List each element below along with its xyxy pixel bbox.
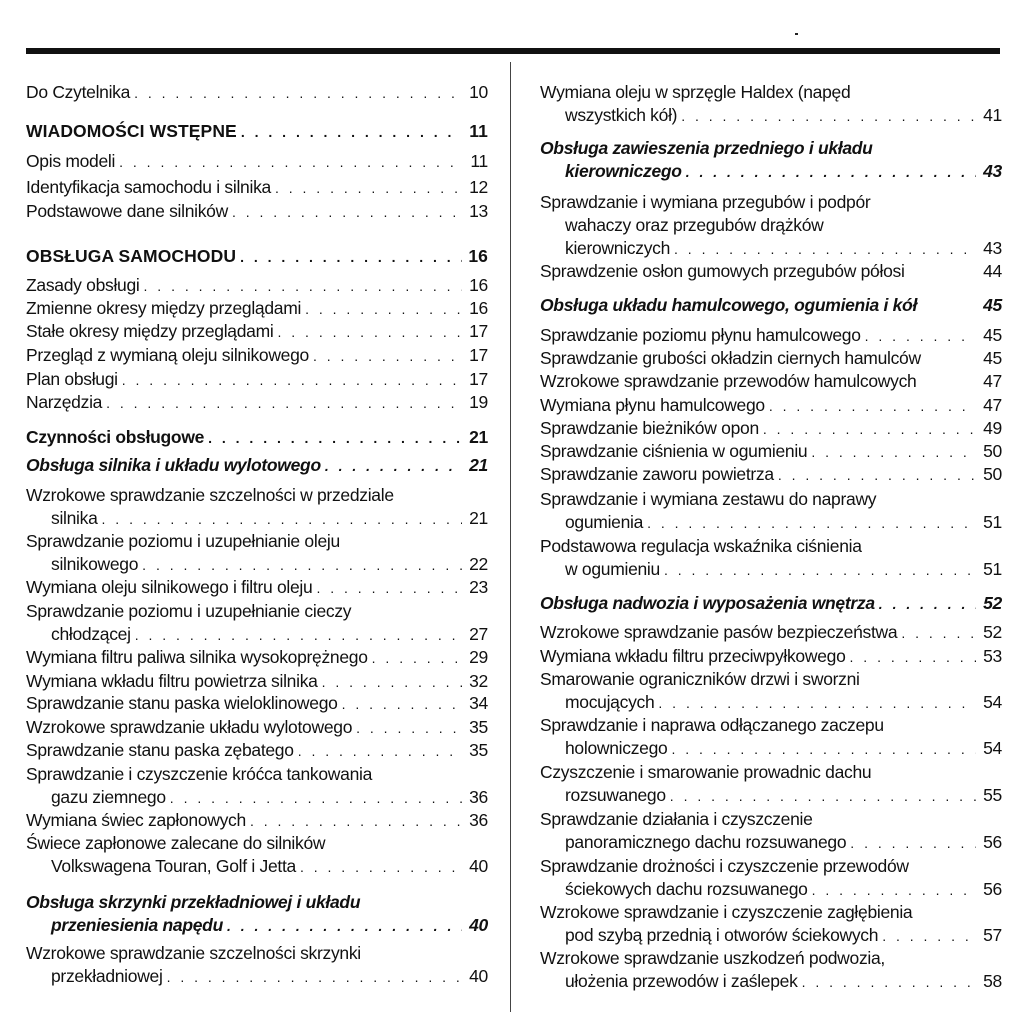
toc-entry [26,120,488,144]
toc-page-number: 54 [983,738,1002,758]
toc-entry [540,621,1002,645]
dot-leader [769,395,976,418]
toc-entry-title-line: Obsługa zawieszenia przedniego i układu [540,138,873,158]
toc-entry-title-line: Sprawdzanie stanu paska zębatego [26,740,294,760]
toc-page-number: 56 [983,832,1002,852]
toc-entry-title-line: Narzędzia [26,392,103,412]
toc-entry [26,426,488,450]
toc-entry [26,484,488,531]
toc-entry [26,344,488,368]
dot-leader [879,593,976,616]
toc-page-number: 50 [983,464,1002,484]
toc-entry [26,891,488,938]
toc-page-number: 52 [983,593,1002,613]
toc-entry [26,391,488,415]
toc-page-number: 40 [469,856,488,876]
toc-entry [540,370,1002,393]
dot-leader [778,464,976,487]
toc-entry [26,739,488,763]
toc-entry [540,324,1002,348]
toc-page-number: 32 [469,671,488,691]
toc-entry-title-line: Sprawdzanie ciśnienia w ogumieniu [540,441,808,461]
toc-entry [26,368,488,392]
dot-leader [671,738,976,761]
toc-entry [540,808,1002,855]
toc-entry [26,454,488,478]
toc-entry [540,137,1002,184]
header-rule [26,48,1000,54]
toc-entry-title-line: ogumienia [565,512,644,532]
toc-entry [540,855,1002,902]
dot-leader [135,624,462,647]
toc-page-number: 35 [469,740,488,760]
toc-entry-title-line: Plan obsługi [26,369,118,389]
dot-leader [372,647,462,670]
toc-page-number: 21 [469,427,488,447]
toc-entry-title-line: Opis modeli [26,151,116,171]
toc-entry [26,297,488,321]
dot-leader [356,717,462,740]
toc-page-number: 27 [469,624,488,644]
dot-leader [227,915,462,938]
toc-entry-title-line: kierowniczych [565,238,671,258]
dot-leader [298,740,462,763]
toc-entry [26,809,488,833]
toc-entry [540,417,1002,441]
toc-page-number: 49 [983,418,1002,438]
toc-entry [26,942,488,989]
toc-page-number: 51 [983,512,1002,532]
scan-speck [795,33,798,35]
toc-entry-title-line: Sprawdzanie i wymiana przegubów i podpór [540,192,871,212]
toc-entry-title-line: Podstawowa regulacja wskaźnika ciśnienia [540,536,862,556]
toc-entry [540,294,1002,317]
toc-entry-title-line: silnikowego [51,554,139,574]
toc-entry-title-line: panoramicznego dachu rozsuwanego [565,832,847,852]
toc-page-number: 43 [983,161,1002,181]
toc-entry-title-line: Volkswagena Touran, Golf i Jetta [51,856,296,876]
toc-entry-title-line: przeniesienia napędu [51,915,223,935]
toc-entry-title-line: Sprawdzenie osłon gumowych przegubów półosi [540,261,905,281]
toc-entry [26,763,488,810]
toc-entry [540,81,1002,128]
toc-entry-title-line: Sprawdzanie działania i czyszczenie [540,809,813,829]
toc-entry-title-line: Sprawdzanie drożności i czyszczenie przewodów [540,856,909,876]
dot-leader [250,810,462,833]
dot-leader [325,455,462,478]
toc-entry-title-line: Wzrokowe sprawdzanie szczelności skrzynki [26,943,361,963]
toc-entry-title-line: Wymiana świec zapłonowych [26,810,246,830]
toc-entry-title-line: Wymiana oleju silnikowego i filtru oleju [26,577,313,597]
toc-page-number: 45 [983,295,1002,315]
dot-leader [134,82,462,105]
dot-leader [901,622,976,645]
dot-leader [167,966,462,989]
toc-page-number: 34 [469,693,488,713]
toc-entry [540,947,1002,994]
dot-leader [122,369,462,392]
dot-leader [144,275,462,298]
toc-entry-title-line: Do Czytelnika [26,82,131,102]
toc-entry [540,191,1002,261]
dot-leader [277,321,462,344]
toc-page-number: 51 [983,559,1002,579]
toc-page-number: 16 [468,246,488,266]
dot-leader [802,971,976,994]
toc-page-number: 56 [983,879,1002,899]
toc-entry-title-line: Smarowanie ograniczników drzwi i sworzni [540,669,860,689]
toc-entry [26,150,488,174]
dot-leader [142,554,462,577]
dot-leader [647,512,976,535]
toc-entry [540,440,1002,464]
dot-leader [106,392,462,415]
toc-page-number: 55 [983,785,1002,805]
toc-entry [540,463,1002,487]
toc-entry [26,176,488,200]
toc-entry-title-line: Podstawowe dane silników [26,201,228,221]
dot-leader [812,879,976,902]
toc-entry-title-line: Sprawdzanie poziomu i uzupełnianie oleju [26,531,340,551]
dot-leader [681,105,976,128]
toc-entry [540,761,1002,808]
toc-entry [26,716,488,740]
toc-entry [26,692,488,716]
toc-entry-title-line: Przegląd z wymianą oleju silnikowego [26,345,309,365]
toc-entry [26,320,488,344]
toc-page-number: 47 [983,371,1002,391]
toc-page-number: 58 [983,971,1002,991]
toc-entry-title-line: gazu ziemnego [51,787,166,807]
dot-leader [865,325,976,348]
toc-page-number: 47 [983,395,1002,415]
dot-leader [300,856,462,879]
dot-leader [102,508,462,531]
dot-leader [670,785,976,808]
toc-entry [540,714,1002,761]
toc-entry-title-line: WIADOMOŚCI WSTĘPNE [26,121,237,141]
toc-entry-title-line: Wzrokowe sprawdzanie szczelności w przedziale [26,485,394,505]
toc-page-number: 17 [469,369,488,389]
toc-entry-title-line: Wzrokowe sprawdzanie i czyszczenie zagłębienia [540,902,913,922]
toc-entry-title-line: Identyfikacja samochodu i silnika [26,177,271,197]
dot-leader [305,298,462,321]
toc-entry-title-line: Obsługa skrzynki przekładniowej i układu [26,892,361,912]
toc-page-number: 29 [469,647,488,667]
dot-leader [232,201,462,224]
toc-entry-title-line: Sprawdzanie poziomu i uzupełnianie cieczy [26,601,352,621]
toc-page-number: 53 [983,646,1002,666]
toc-entry-title-line: Sprawdzanie i naprawa odłączanego zaczepu [540,715,884,735]
toc-entry-title-line: w ogumieniu [565,559,660,579]
toc-page-number: 22 [469,554,488,574]
toc-entry [26,200,488,224]
toc-entry [540,347,1002,370]
dot-leader [241,121,462,144]
toc-entry [540,668,1002,715]
dot-leader [342,693,462,716]
dot-leader [658,692,976,715]
toc-entry-title-line: Sprawdzanie bieżników opon [540,418,759,438]
toc-entry [540,394,1002,418]
toc-page-number: 35 [469,717,488,737]
toc-page-number: 17 [469,321,488,341]
toc-page-number: 54 [983,692,1002,712]
dot-leader [850,646,976,669]
toc-page-number: 10 [469,82,488,102]
toc-entry [26,81,488,105]
toc-entry-title-line: Wymiana wkładu filtru przeciwpyłkowego [540,646,846,666]
dot-leader [316,577,462,600]
toc-entry-title-line: Zmienne okresy między przeglądami [26,298,302,318]
toc-entry-title-line: Stałe okresy między przeglądami [26,321,274,341]
toc-entry-title-line: wszystkich kół) [565,105,678,125]
toc-page-number: 44 [983,261,1002,281]
toc-page-number: 45 [983,325,1002,345]
toc-page-number: 36 [469,787,488,807]
toc-entry-title-line: Świece zapłonowe zalecane do silników [26,833,326,853]
toc-entry [26,576,488,600]
toc-entry-title-line: Wymiana oleju w sprzęgle Haldex (napęd [540,82,851,102]
toc-page-number: 23 [469,577,488,597]
toc-entry-title-line: OBSŁUGA SAMOCHODU [26,246,237,266]
toc-entry-title-line: Sprawdzanie i wymiana zestawu do naprawy [540,489,877,509]
toc-entry-title-line: ułożenia przewodów i zaślepek [565,971,798,991]
toc-entry [540,592,1002,616]
dot-leader [811,441,976,464]
dot-leader [240,246,462,269]
column-divider [510,62,511,1012]
toc-page-number: 12 [469,177,488,197]
toc-entry-title-line: Wymiana wkładu filtru powietrza silnika [26,671,318,691]
toc-entry-title-line: Wymiana płynu hamulcowego [540,395,765,415]
dot-leader [170,787,462,810]
toc-entry [26,274,488,298]
dot-leader [208,427,462,450]
toc-entry-title-line: Sprawdzanie stanu paska wieloklinowego [26,693,338,713]
toc-entry-title-line: Sprawdzanie zaworu powietrza [540,464,774,484]
toc-entry [26,530,488,577]
toc-entry-title-line: Czynności obsługowe [26,427,205,447]
toc-page-number: 13 [469,201,488,221]
toc-entry-title-line: kierowniczego [565,161,682,181]
toc-entry-title-line: Zasady obsługi [26,275,140,295]
toc-page-number: 19 [469,392,488,412]
toc-entry [26,600,488,647]
toc-page-number: 52 [983,622,1002,642]
dot-leader [313,345,462,368]
toc-page-number: 16 [469,298,488,318]
toc-entry [26,646,488,670]
toc-entry [26,670,488,694]
dot-leader [686,161,976,184]
toc-page-number: 41 [983,105,1002,125]
toc-page-number: 21 [469,455,488,475]
toc-entry-title-line: pod szybą przednią i otworów ściekowych [565,925,879,945]
toc-entry-title-line: silnika [51,508,98,528]
toc-entry-title-line: Sprawdzanie grubości okładzin ciernych hamulców [540,348,921,368]
toc-entry [540,901,1002,948]
toc-entry-title-line: przekładniowej [51,966,163,986]
dot-leader [850,832,976,855]
toc-entry-title-line: Obsługa układu hamulcowego, ogumienia i kół [540,295,918,315]
toc-page-number: 17 [469,345,488,365]
toc-entry-title-line: chłodzącej [51,624,131,644]
toc-page-number: 11 [469,121,488,141]
toc-entry-title-line: ściekowych dachu rozsuwanego [565,879,808,899]
toc-entry [540,488,1002,535]
toc-entry [26,245,488,269]
dot-leader [882,925,976,948]
dot-leader [119,151,462,174]
toc-entry-title-line: Sprawdzanie poziomu płynu hamulcowego [540,325,861,345]
dot-leader [664,559,976,582]
toc-entry-title-line: Sprawdzanie i czyszczenie króćca tankowania [26,764,373,784]
toc-entry-title-line: wahaczy oraz przegubów drążków [565,215,824,235]
toc-entry [540,260,1002,283]
toc-entry-title-line: Wzrokowe sprawdzanie układu wylotowego [26,717,353,737]
toc-page-number: 57 [983,925,1002,945]
toc-page-number: 36 [469,810,488,830]
toc-entry-title-line: Wzrokowe sprawdzanie pasów bezpieczeństwa [540,622,898,642]
toc-page-number: 50 [983,441,1002,461]
toc-entry-title-line: mocujących [565,692,655,712]
toc-page-number: 45 [983,348,1002,368]
dot-leader [674,238,976,261]
dot-leader [275,177,462,200]
dot-leader [763,418,976,441]
toc-entry-title-line: Wymiana filtru paliwa silnika wysokoprężnego [26,647,368,667]
toc-entry-title-line: Wzrokowe sprawdzanie uszkodzeń podwozia, [540,948,885,968]
toc-entry-title-line: Obsługa nadwozia i wyposażenia wnętrza [540,593,875,613]
toc-entry-title-line: rozsuwanego [565,785,666,805]
toc-page-number: 21 [469,508,488,528]
toc-page-number: 11 [470,151,488,171]
toc-page-number: 43 [983,238,1002,258]
toc-entry-title-line: holowniczego [565,738,668,758]
toc-entry [540,535,1002,582]
toc-entry [26,832,488,879]
dot-leader [322,671,462,694]
toc-page-number: 16 [469,275,488,295]
toc-page-number: 40 [469,915,488,935]
toc-entry-title-line: Wzrokowe sprawdzanie przewodów hamulcowych [540,371,917,391]
toc-entry [540,645,1002,669]
toc-page-number: 40 [469,966,488,986]
toc-entry-title-line: Obsługa silnika i układu wylotowego [26,455,321,475]
toc-entry-title-line: Czyszczenie i smarowanie prowadnic dachu [540,762,872,782]
